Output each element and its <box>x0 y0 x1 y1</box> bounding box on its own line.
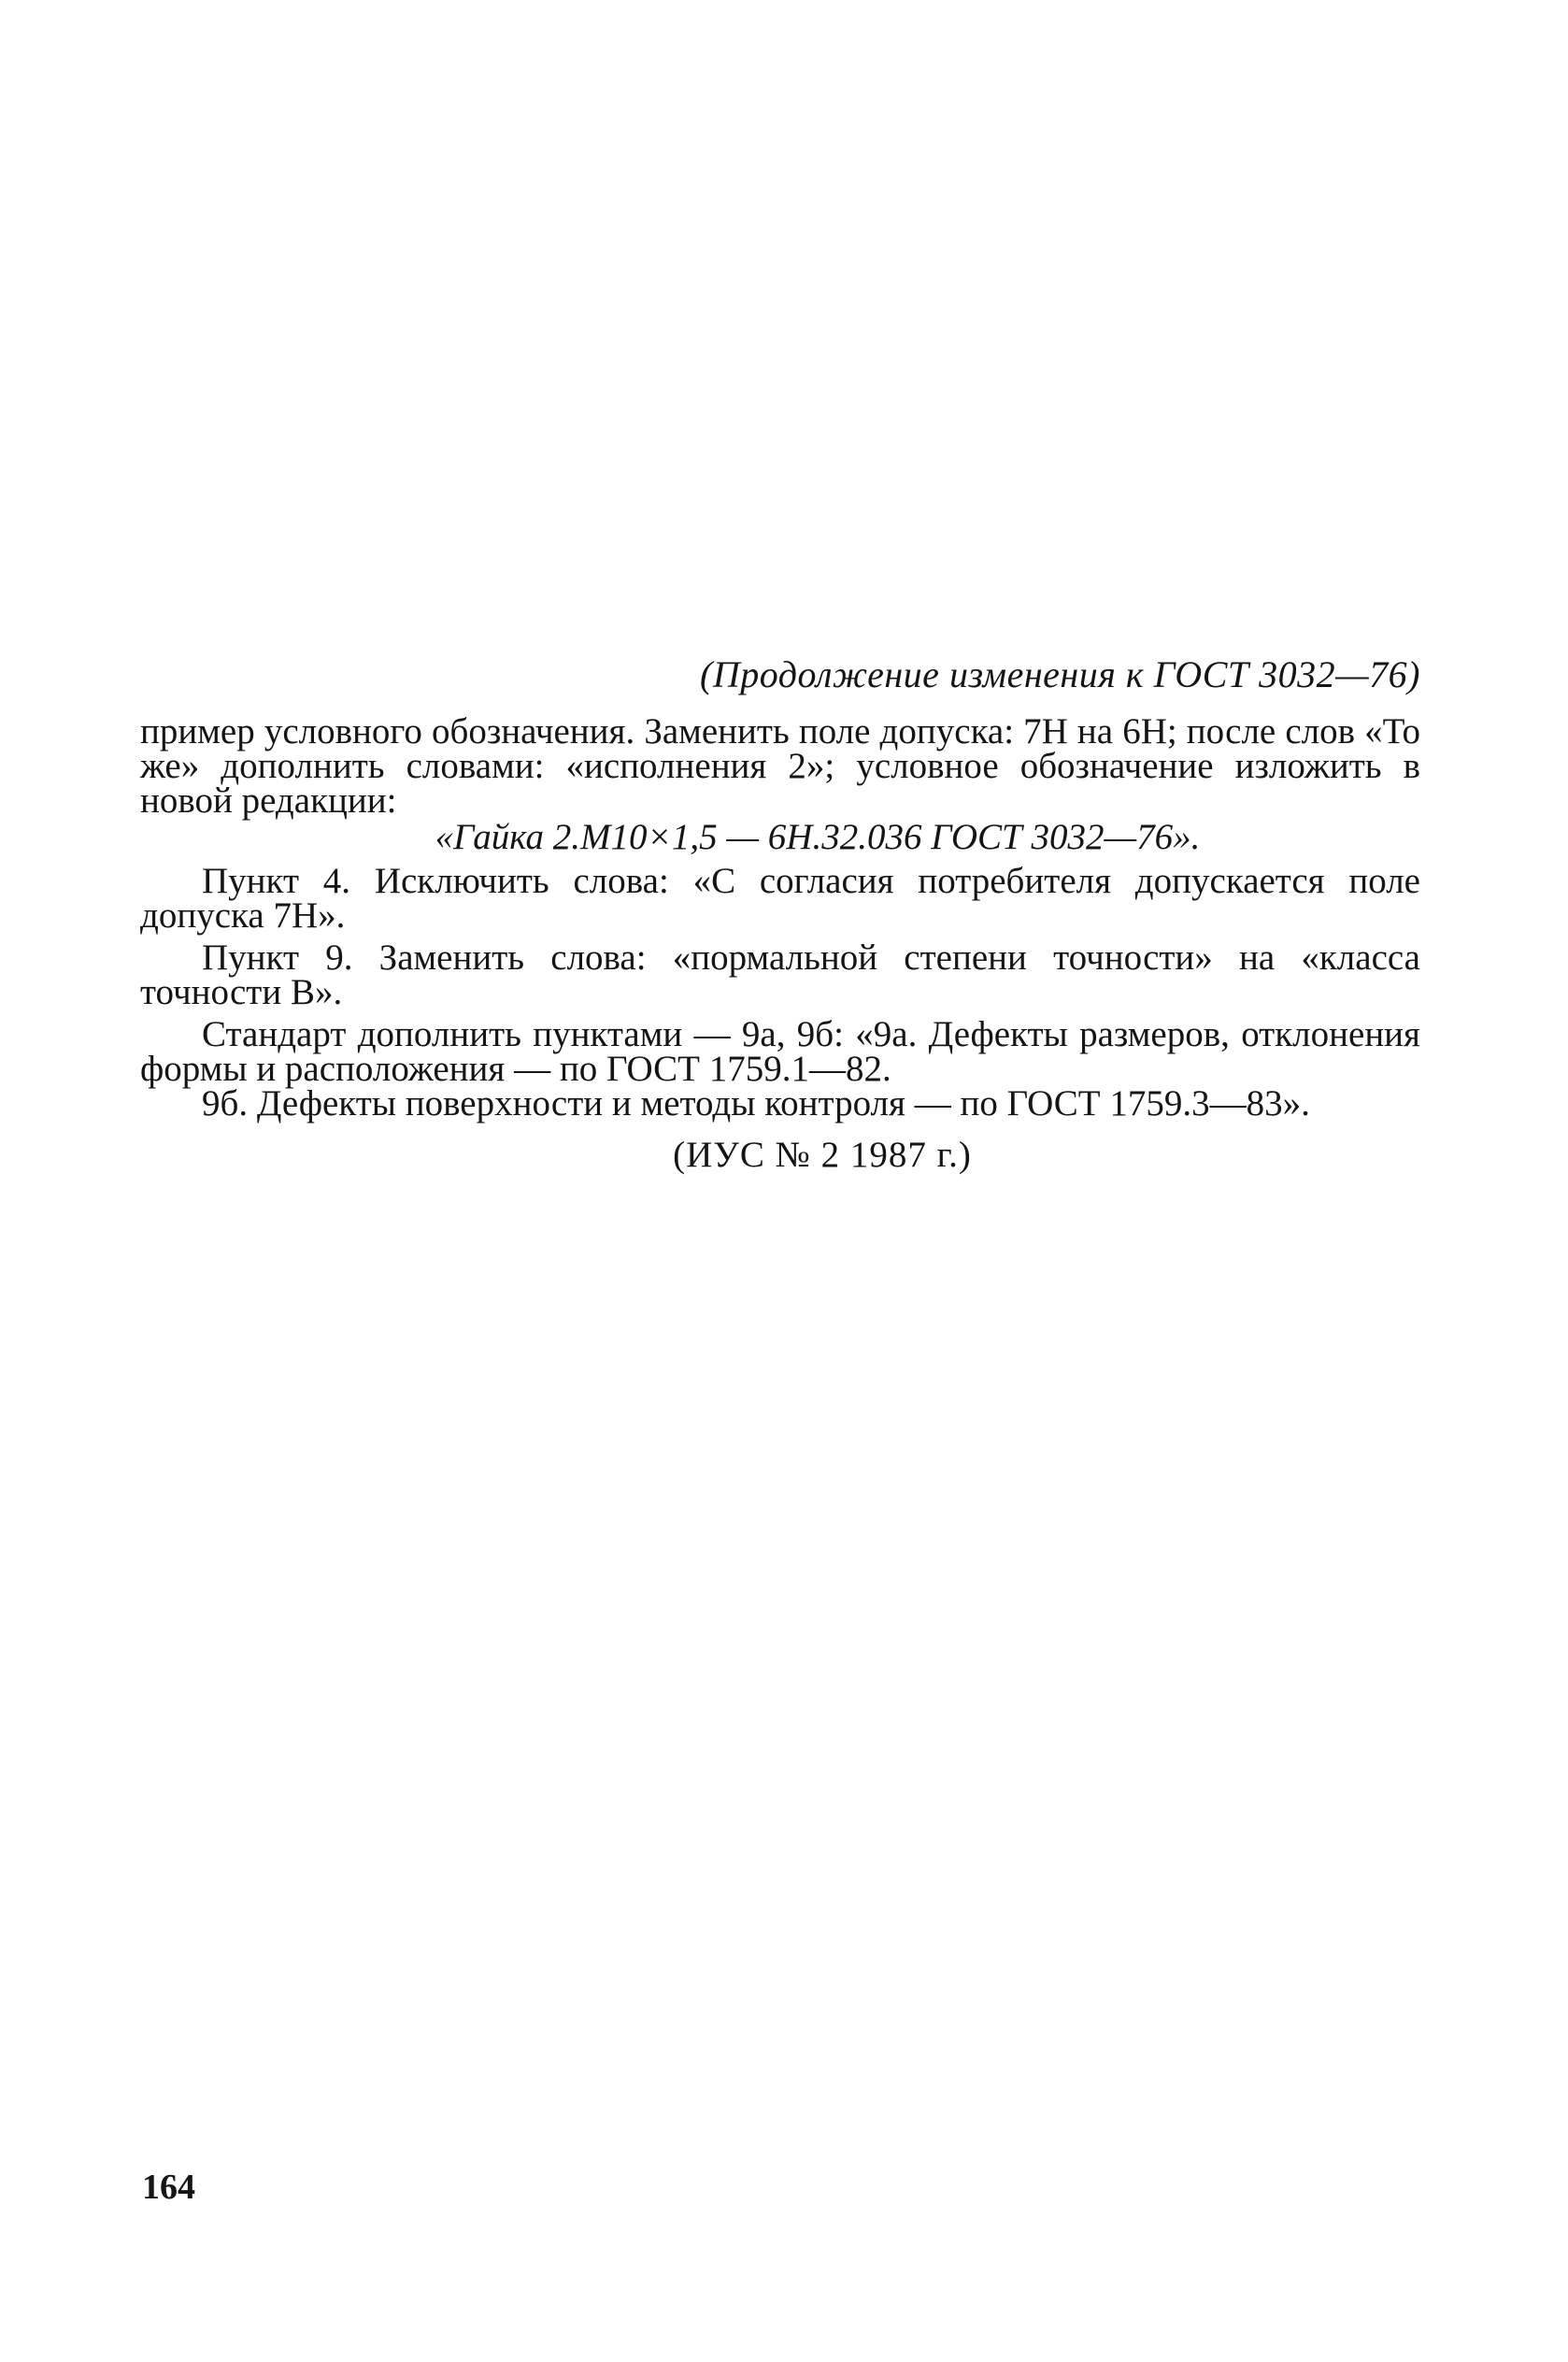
paragraph-item-4: Пункт 4. Исключить слова: «С согласия потребителя допускается поле допуска 7Н». <box>140 861 1420 936</box>
page-number: 164 <box>142 2168 195 2207</box>
amendment-text <box>140 711 1420 1209</box>
paragraph-standard-supplement: Стандарт дополнить пунктами — 9а, 9б: «9а. Дефекты размеров, отклонения формы и расположения — по ГОСТ 1759.1—82. <box>140 1014 1420 1089</box>
paragraph-designation-example: пример условного обозначения. Заменить поле допуска: 7Н на 6Н; после слов «То же» дополнить словами: «исполнения 2»; условное обозначение изложить в новой редакции: <box>140 711 1420 821</box>
source-reference: (ИУС № 2 1987 г.) <box>673 1135 972 1175</box>
paragraph-item-9b: 9б. Дефекты поверхности и методы контроля — по ГОСТ 1759.3—83». <box>202 1083 1310 1124</box>
paragraph-item-9: Пункт 9. Заменить слова: «пормальной степени точности» на «класса точности В». <box>140 938 1420 1012</box>
nut-designation-formula: «Гайка 2.М10×1,5 — 6Н.32.036 ГОСТ 3032—76». <box>435 817 1201 857</box>
continuation-header: (Продолжение изменения к ГОСТ 3032—76) <box>700 653 1420 695</box>
